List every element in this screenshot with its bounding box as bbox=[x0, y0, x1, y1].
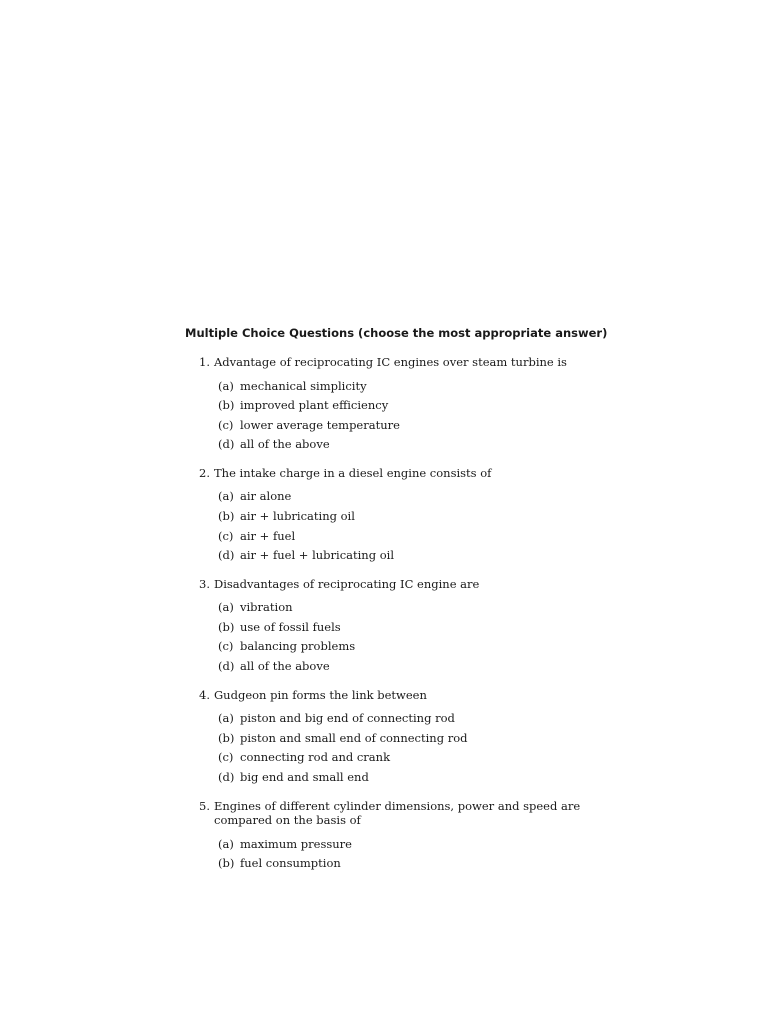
option-letter: (a) bbox=[218, 600, 234, 615]
option-text: air + fuel + lubricating oil bbox=[240, 548, 394, 563]
option-item bbox=[218, 639, 599, 659]
option-letter: (b) bbox=[218, 398, 235, 413]
option-text: balancing problems bbox=[240, 639, 356, 654]
option-text: vibration bbox=[240, 600, 293, 615]
option-item bbox=[218, 418, 599, 438]
option-item bbox=[218, 437, 599, 457]
option-letter: (c) bbox=[218, 639, 234, 654]
option-letter: (d) bbox=[218, 659, 235, 674]
option-item bbox=[218, 770, 599, 790]
option-item bbox=[218, 509, 599, 529]
question-number: 5. bbox=[199, 798, 210, 813]
option-item bbox=[218, 548, 599, 568]
option-list bbox=[218, 600, 599, 678]
section-heading: Multiple Choice Questions (choose the most appropriate answer) bbox=[185, 326, 608, 340]
question-5 bbox=[199, 799, 599, 876]
option-item bbox=[218, 529, 599, 549]
question-1 bbox=[199, 355, 599, 457]
option-text: maximum pressure bbox=[240, 836, 352, 851]
option-text: air + lubricating oil bbox=[240, 508, 355, 523]
option-item bbox=[218, 659, 599, 679]
question-number: 1. bbox=[199, 355, 210, 369]
question-4 bbox=[199, 688, 599, 790]
option-letter: (a) bbox=[218, 378, 234, 393]
option-item bbox=[218, 856, 599, 876]
option-text: all of the above bbox=[240, 437, 330, 452]
question-number: 2. bbox=[199, 465, 210, 480]
question-text: Disadvantages of reciprocating IC engine are bbox=[214, 576, 480, 591]
question-stem bbox=[199, 466, 599, 481]
question-text: Gudgeon pin forms the link between bbox=[214, 687, 427, 702]
question-text: The intake charge in a diesel engine consists of bbox=[214, 465, 492, 480]
option-text: big end and small end bbox=[240, 769, 369, 784]
option-item bbox=[218, 711, 599, 731]
option-letter: (b) bbox=[218, 856, 235, 871]
option-item bbox=[218, 398, 599, 418]
option-list bbox=[218, 837, 599, 876]
option-item bbox=[218, 620, 599, 640]
question-stem bbox=[199, 355, 599, 370]
option-list bbox=[218, 489, 599, 567]
option-text: air + fuel bbox=[240, 528, 296, 543]
option-letter: (a) bbox=[218, 489, 234, 504]
option-letter: (b) bbox=[218, 619, 235, 634]
question-text: Advantage of reciprocating IC engines over steam turbine is bbox=[214, 355, 567, 369]
option-list bbox=[218, 711, 599, 789]
option-letter: (d) bbox=[218, 437, 235, 452]
question-stem bbox=[199, 799, 599, 828]
option-letter: (c) bbox=[218, 528, 234, 543]
option-item bbox=[218, 600, 599, 620]
question-number: 4. bbox=[199, 687, 210, 702]
question-3 bbox=[199, 577, 599, 679]
option-item bbox=[218, 489, 599, 509]
question-2 bbox=[199, 466, 599, 568]
option-letter: (b) bbox=[218, 508, 235, 523]
option-text: piston and small end of connecting rod bbox=[240, 730, 468, 745]
option-text: all of the above bbox=[240, 659, 330, 674]
question-stem bbox=[199, 577, 599, 592]
question-text: Engines of different cylinder dimensions, power and speed are compared on the basis of bbox=[214, 798, 581, 827]
question-stem bbox=[199, 688, 599, 703]
option-text: mechanical simplicity bbox=[240, 378, 367, 393]
option-letter: (a) bbox=[218, 711, 234, 726]
question-list bbox=[199, 355, 599, 885]
option-item bbox=[218, 731, 599, 751]
question-number: 3. bbox=[199, 576, 210, 591]
option-list bbox=[218, 379, 599, 457]
option-text: piston and big end of connecting rod bbox=[240, 711, 455, 726]
option-item bbox=[218, 750, 599, 770]
option-text: use of fossil fuels bbox=[240, 619, 341, 634]
option-letter: (a) bbox=[218, 836, 234, 851]
option-text: lower average temperature bbox=[240, 417, 400, 432]
option-text: air alone bbox=[240, 489, 292, 504]
option-letter: (d) bbox=[218, 548, 235, 563]
option-text: improved plant efficiency bbox=[240, 398, 389, 413]
option-item bbox=[218, 837, 599, 857]
option-text: fuel consumption bbox=[240, 856, 341, 871]
option-item bbox=[218, 379, 599, 399]
option-letter: (c) bbox=[218, 417, 234, 432]
option-letter: (d) bbox=[218, 769, 235, 784]
option-letter: (c) bbox=[218, 750, 234, 765]
option-text: connecting rod and crank bbox=[240, 750, 391, 765]
option-letter: (b) bbox=[218, 730, 235, 745]
